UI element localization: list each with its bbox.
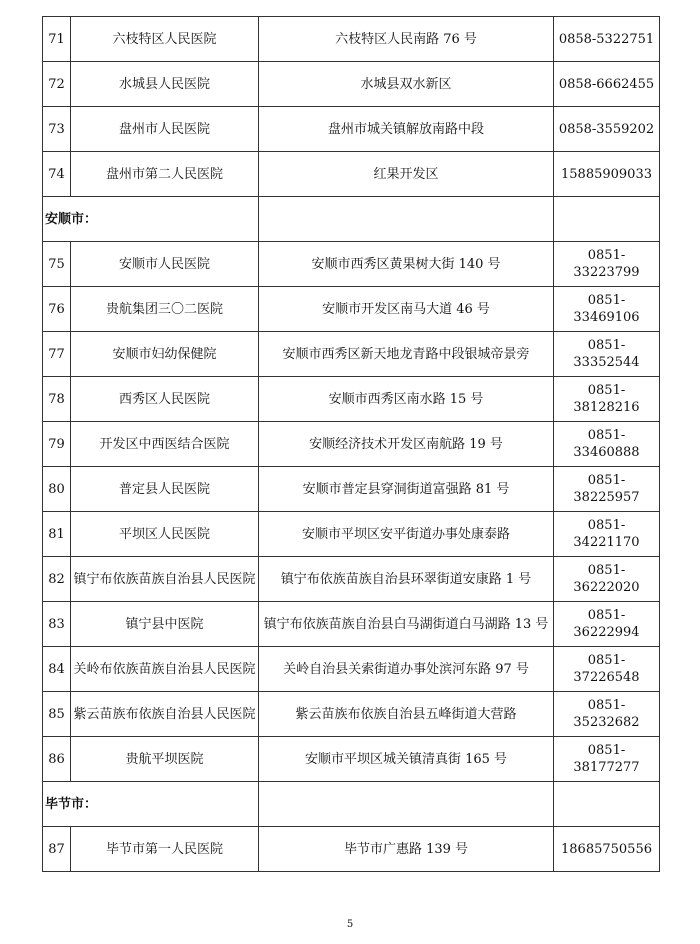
- row-number: 85: [43, 692, 71, 737]
- hospital-name: 六枝特区人民医院: [71, 17, 259, 62]
- table-row: [43, 467, 660, 512]
- hospital-name: 开发区中西医结合医院: [71, 422, 259, 467]
- table-row: [43, 332, 660, 377]
- hospital-table-body: [43, 17, 660, 872]
- section-row: [43, 197, 660, 242]
- hospital-address: 毕节市广惠路 139 号: [259, 827, 554, 872]
- hospital-address: 关岭自治县关索街道办事处滨河东路 97 号: [259, 647, 554, 692]
- row-number: 86: [43, 737, 71, 782]
- section-city: 安顺市：: [43, 197, 259, 242]
- row-number: 72: [43, 62, 71, 107]
- row-number: 80: [43, 467, 71, 512]
- table-row: [43, 557, 660, 602]
- hospital-table: [42, 16, 660, 872]
- row-number: 83: [43, 602, 71, 647]
- table-row: [43, 152, 660, 197]
- hospital-phone: 0851-36222020: [554, 557, 660, 602]
- hospital-name: 镇宁县中医院: [71, 602, 259, 647]
- hospital-phone: 0851-37226548: [554, 647, 660, 692]
- row-number: 71: [43, 17, 71, 62]
- hospital-name: 贵航集团三〇二医院: [71, 287, 259, 332]
- row-number: 81: [43, 512, 71, 557]
- table-row: [43, 422, 660, 467]
- section-row: [43, 782, 660, 827]
- hospital-address: 镇宁布依族苗族自治县白马湖街道白马湖路 13 号: [259, 602, 554, 647]
- row-number: 84: [43, 647, 71, 692]
- table-row: [43, 107, 660, 152]
- hospital-address: 安顺市西秀区新天地龙青路中段银城帝景旁: [259, 332, 554, 377]
- table-row: [43, 512, 660, 557]
- page-number: 5: [346, 919, 354, 930]
- row-number: 79: [43, 422, 71, 467]
- hospital-name: 盘州市人民医院: [71, 107, 259, 152]
- hospital-address: 安顺市普定县穿洞街道富强路 81 号: [259, 467, 554, 512]
- hospital-address: 安顺市西秀区黄果树大街 140 号: [259, 242, 554, 287]
- empty-cell: [554, 782, 660, 827]
- hospital-address: 红果开发区: [259, 152, 554, 197]
- hospital-phone: 0851-34221170: [554, 512, 660, 557]
- hospital-address: 紫云苗族布依族自治县五峰街道大营路: [259, 692, 554, 737]
- hospital-name: 安顺市妇幼保健院: [71, 332, 259, 377]
- row-number: 75: [43, 242, 71, 287]
- row-number: 74: [43, 152, 71, 197]
- hospital-address: 安顺市开发区南马大道 46 号: [259, 287, 554, 332]
- table-row: [43, 692, 660, 737]
- hospital-address: 安顺市平坝区安平街道办事处康泰路: [259, 512, 554, 557]
- row-number: 77: [43, 332, 71, 377]
- table-row: [43, 602, 660, 647]
- hospital-address: 安顺市西秀区南水路 15 号: [259, 377, 554, 422]
- hospital-phone: 0851-38225957: [554, 467, 660, 512]
- table-row: [43, 827, 660, 872]
- hospital-name: 水城县人民医院: [71, 62, 259, 107]
- hospital-address: 水城县双水新区: [259, 62, 554, 107]
- hospital-address: 镇宁布依族苗族自治县环翠街道安康路 1 号: [259, 557, 554, 602]
- hospital-phone: 0851-33469106: [554, 287, 660, 332]
- hospital-phone: 0851-36222994: [554, 602, 660, 647]
- hospital-phone: 0858-5322751: [554, 17, 660, 62]
- hospital-phone: 0851-33352544: [554, 332, 660, 377]
- hospital-phone: 0851-38128216: [554, 377, 660, 422]
- hospital-name: 安顺市人民医院: [71, 242, 259, 287]
- table-row: [43, 737, 660, 782]
- table-row: [43, 647, 660, 692]
- empty-cell: [554, 197, 660, 242]
- hospital-address: 安顺市平坝区城关镇清真街 165 号: [259, 737, 554, 782]
- hospital-phone: 0851-33223799: [554, 242, 660, 287]
- empty-cell: [259, 197, 554, 242]
- table-row: [43, 287, 660, 332]
- hospital-address: 盘州市城关镇解放南路中段: [259, 107, 554, 152]
- table-row: [43, 242, 660, 287]
- row-number: 73: [43, 107, 71, 152]
- hospital-phone: 0858-6662455: [554, 62, 660, 107]
- table-row: [43, 377, 660, 422]
- hospital-name: 贵航平坝医院: [71, 737, 259, 782]
- table-row: [43, 17, 660, 62]
- empty-cell: [259, 782, 554, 827]
- hospital-phone: 0858-3559202: [554, 107, 660, 152]
- hospital-name: 镇宁布依族苗族自治县人民医院: [71, 557, 259, 602]
- hospital-address: 六枝特区人民南路 76 号: [259, 17, 554, 62]
- hospital-name: 平坝区人民医院: [71, 512, 259, 557]
- hospital-name: 毕节市第一人民医院: [71, 827, 259, 872]
- hospital-phone: 0851-38177277: [554, 737, 660, 782]
- hospital-address: 安顺经济技术开发区南航路 19 号: [259, 422, 554, 467]
- hospital-phone: 0851-33460888: [554, 422, 660, 467]
- row-number: 78: [43, 377, 71, 422]
- hospital-phone: 0851-35232682: [554, 692, 660, 737]
- hospital-name: 西秀区人民医院: [71, 377, 259, 422]
- hospital-name: 普定县人民医院: [71, 467, 259, 512]
- row-number: 82: [43, 557, 71, 602]
- hospital-phone: 15885909033: [554, 152, 660, 197]
- hospital-name: 紫云苗族布依族自治县人民医院: [71, 692, 259, 737]
- row-number: 76: [43, 287, 71, 332]
- hospital-name: 盘州市第二人民医院: [71, 152, 259, 197]
- section-city: 毕节市：: [43, 782, 259, 827]
- table-row: [43, 62, 660, 107]
- hospital-name: 关岭布依族苗族自治县人民医院: [71, 647, 259, 692]
- row-number: 87: [43, 827, 71, 872]
- hospital-phone: 18685750556: [554, 827, 660, 872]
